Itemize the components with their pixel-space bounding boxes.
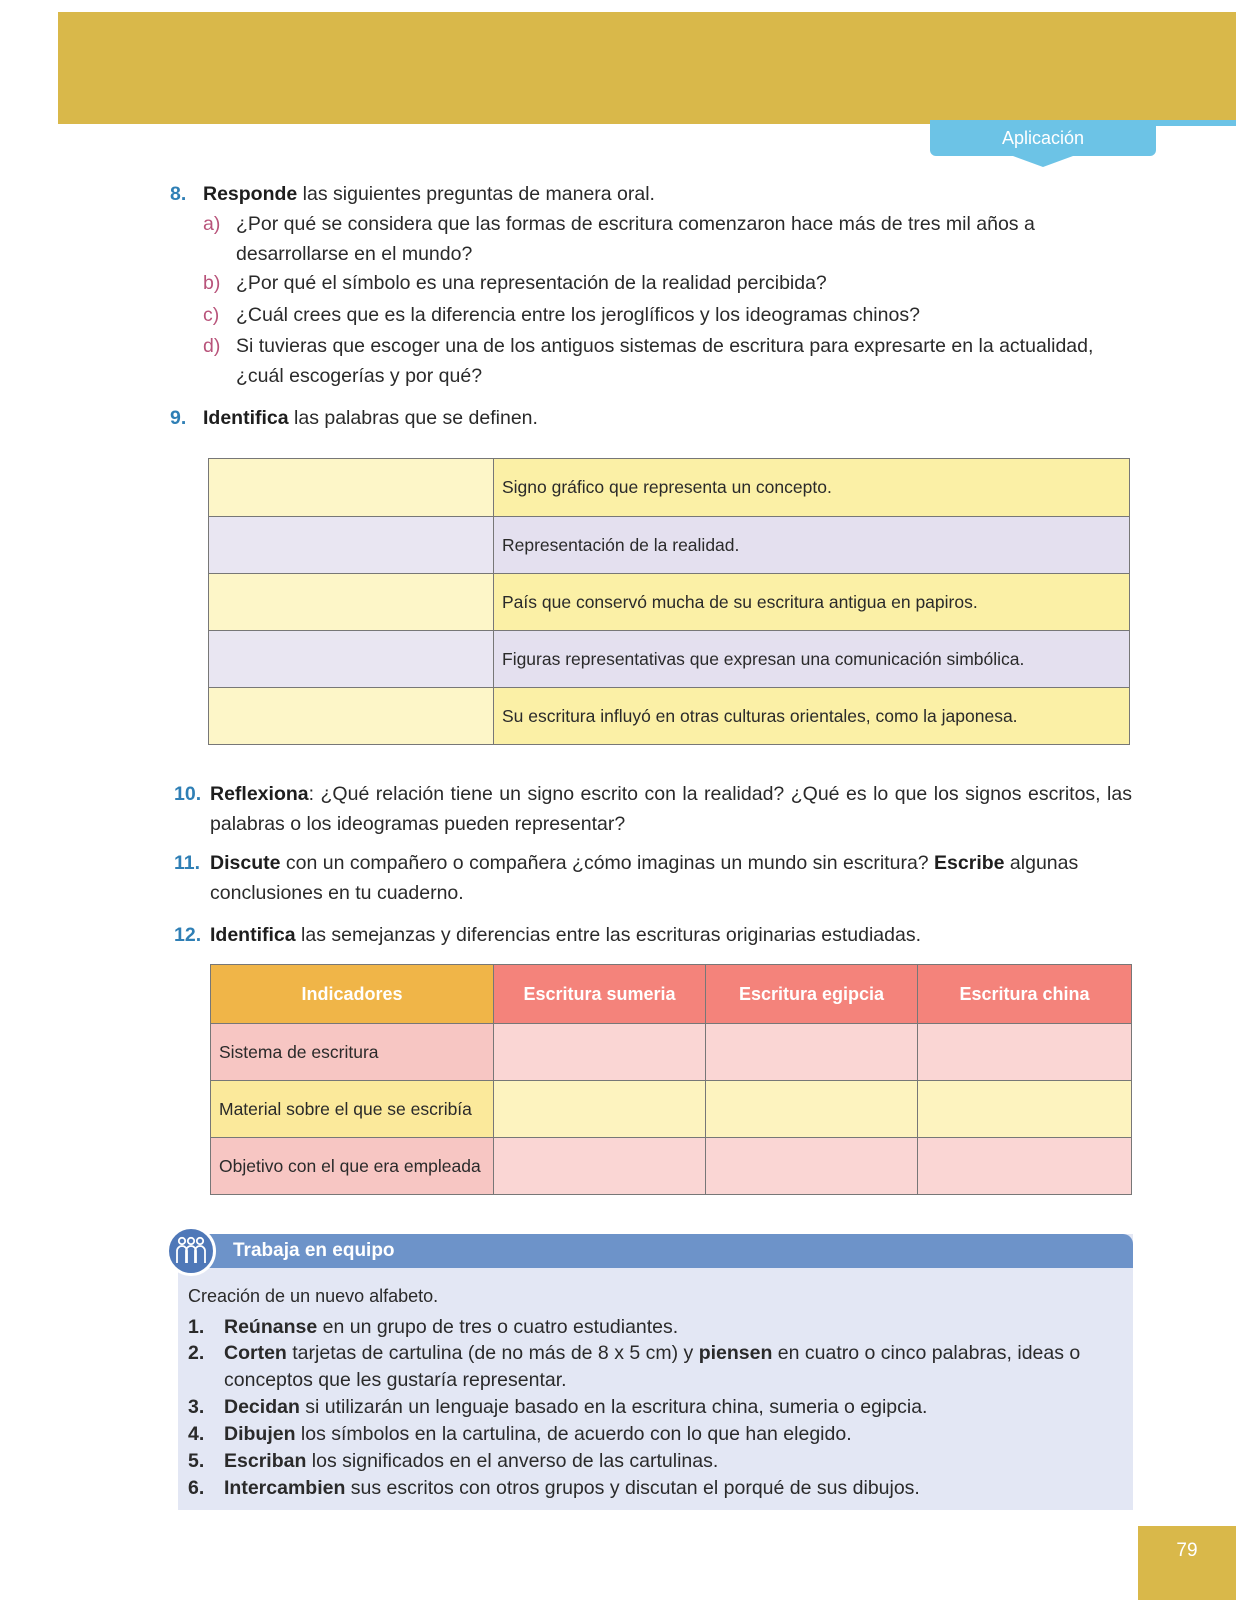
- team-step-5: [188, 1448, 1128, 1475]
- step-text: tarjetas de cartulina (de no más de 8 x 5 cm) y: [286, 1342, 699, 1364]
- table-row: [211, 1138, 1132, 1195]
- step-verb: Intercambien: [224, 1477, 346, 1499]
- answer-cell[interactable]: [706, 1081, 918, 1138]
- definition-cell: País que conservó mucha de su escritura antigua en papiros.: [494, 574, 1130, 631]
- header-sumeria: Escritura sumeria: [494, 965, 706, 1024]
- answer-cell[interactable]: [706, 1024, 918, 1081]
- step-verb: Corten: [224, 1342, 287, 1364]
- definition-cell: Signo gráfico que representa un concepto.: [494, 459, 1130, 517]
- team-step-1: [188, 1314, 1128, 1341]
- question-text: las siguientes preguntas de manera oral.: [297, 183, 655, 205]
- step-number: 3.: [188, 1396, 205, 1418]
- step-number: 4.: [188, 1423, 205, 1445]
- question-8-item-a: [203, 209, 1113, 269]
- page-number-label: 79: [1176, 1540, 1198, 1561]
- step-verb: Dibujen: [224, 1423, 296, 1445]
- question-text: las palabras que se definen.: [288, 407, 538, 429]
- team-step-4: [188, 1421, 1128, 1448]
- answer-cell[interactable]: [494, 1081, 706, 1138]
- answer-cell[interactable]: [209, 688, 494, 745]
- item-text: Si tuvieras que escoger una de los antiguos sistemas de escritura para expresarte en la actualidad, ¿cuál escogerías y por qué?: [236, 335, 1094, 387]
- question-verb-2: Escribe: [934, 852, 1005, 874]
- question-number: 9.: [170, 407, 187, 429]
- definition-cell: Figuras representativas que expresan una comunicación simbólica.: [494, 631, 1130, 688]
- question-9: [170, 403, 1110, 433]
- step-number: 5.: [188, 1450, 205, 1472]
- item-text: ¿Por qué se considera que las formas de escritura comenzaron hace más de tres mil años a desarrollarse en el mundo?: [236, 213, 1035, 265]
- table-row: [209, 574, 1130, 631]
- answer-cell[interactable]: [706, 1138, 918, 1195]
- group-people-icon: [166, 1226, 216, 1276]
- question-number: 8.: [170, 183, 187, 205]
- answer-cell[interactable]: [209, 517, 494, 574]
- answer-cell[interactable]: [494, 1138, 706, 1195]
- team-work-intro: Creación de un nuevo alfabeto.: [188, 1286, 439, 1306]
- step-text: si utilizarán un lenguaje basado en la escritura china, sumeria o egipcia.: [299, 1396, 928, 1418]
- item-letter: b): [203, 272, 221, 294]
- question-10: [174, 779, 1132, 839]
- question-number: 12.: [174, 924, 202, 946]
- answer-cell[interactable]: [209, 459, 494, 517]
- table-row: [209, 631, 1130, 688]
- step-verb-2: piensen: [698, 1342, 773, 1364]
- header-china: Escritura china: [918, 965, 1132, 1024]
- step-verb: Escriban: [224, 1450, 307, 1472]
- question-verb: Identifica: [203, 407, 289, 429]
- question-8-item-c: [203, 300, 1113, 330]
- question-verb: Responde: [203, 183, 298, 205]
- step-number: 6.: [188, 1477, 205, 1499]
- page-number: [1138, 1526, 1236, 1600]
- question-8: [170, 179, 1110, 209]
- question-text: : ¿Qué relación tiene un signo escrito con la realidad? ¿Qué es lo que los signos escritos, las palabras o los ideogramas pueden representar?: [210, 783, 1132, 835]
- step-number: 1.: [188, 1316, 205, 1338]
- table-header-row: [211, 965, 1132, 1024]
- section-tab: [930, 120, 1156, 156]
- team-step-3: [188, 1394, 1128, 1421]
- section-tab-label: Aplicación: [1001, 127, 1085, 148]
- item-letter: c): [203, 304, 220, 326]
- tab-rule: [1156, 120, 1236, 126]
- question-12: [174, 920, 1132, 950]
- indicator-cell: Objetivo con el que era empleada: [211, 1138, 494, 1195]
- answer-cell[interactable]: [918, 1138, 1132, 1195]
- indicator-cell: Material sobre el que se escribía: [211, 1081, 494, 1138]
- answer-cell[interactable]: [918, 1024, 1132, 1081]
- table-row: [211, 1024, 1132, 1081]
- step-text: los significados en el anverso de las cartulinas.: [306, 1450, 719, 1472]
- table-row: [209, 459, 1130, 517]
- definition-cell: Representación de la realidad.: [494, 517, 1130, 574]
- item-letter: d): [203, 335, 221, 357]
- question-text: con un compañero o compañera ¿cómo imaginas un mundo sin escritura?: [280, 852, 935, 874]
- answer-cell[interactable]: [494, 1024, 706, 1081]
- step-text: los símbolos en la cartulina, de acuerdo con lo que han elegido.: [295, 1423, 852, 1445]
- header-indicadores: Indicadores: [211, 965, 494, 1024]
- table-row: [211, 1081, 1132, 1138]
- definition-cell: Su escritura influyó en otras culturas orientales, como la japonesa.: [494, 688, 1130, 745]
- question-number: 10.: [174, 783, 202, 805]
- team-step-2: [188, 1340, 1128, 1394]
- comparison-table: [210, 964, 1132, 1195]
- step-number: 2.: [188, 1342, 205, 1364]
- answer-cell[interactable]: [918, 1081, 1132, 1138]
- header-egipcia: Escritura egipcia: [706, 965, 918, 1024]
- step-verb: Decidan: [224, 1396, 300, 1418]
- answer-cell[interactable]: [209, 631, 494, 688]
- question-8-item-b: [203, 268, 1113, 298]
- question-text: las semejanzas y diferencias entre las escrituras originarias estudiadas.: [295, 924, 921, 946]
- table-row: [209, 517, 1130, 574]
- question-verb: Identifica: [210, 924, 296, 946]
- step-text: sus escritos con otros grupos y discutan el porqué de sus dibujos.: [345, 1477, 920, 1499]
- top-color-band: [58, 12, 1236, 124]
- team-work-title: Trabaja en equipo: [233, 1240, 395, 1261]
- item-text: ¿Cuál crees que es la diferencia entre los jeroglíficos y los ideogramas chinos?: [236, 304, 920, 326]
- question-8-item-d: [203, 331, 1113, 391]
- step-text: en un grupo de tres o cuatro estudiantes.: [317, 1316, 679, 1338]
- step-text-2: en cuatro o cinco palabras, ideas o conceptos que les gustaría representar.: [224, 1342, 1081, 1391]
- question-verb: Discute: [210, 852, 281, 874]
- team-step-6: [188, 1475, 1128, 1502]
- question-text-2: algunas conclusiones en tu cuaderno.: [210, 852, 1079, 904]
- definitions-table: [208, 458, 1130, 745]
- question-verb: Reflexiona: [210, 783, 309, 805]
- answer-cell[interactable]: [209, 574, 494, 631]
- question-number: 11.: [174, 852, 201, 874]
- step-verb: Reúnanse: [224, 1316, 318, 1338]
- table-row: [209, 688, 1130, 745]
- question-11: [174, 848, 1132, 908]
- item-text: ¿Por qué el símbolo es una representación de la realidad percibida?: [236, 272, 827, 294]
- item-letter: a): [203, 213, 221, 235]
- indicator-cell: Sistema de escritura: [211, 1024, 494, 1081]
